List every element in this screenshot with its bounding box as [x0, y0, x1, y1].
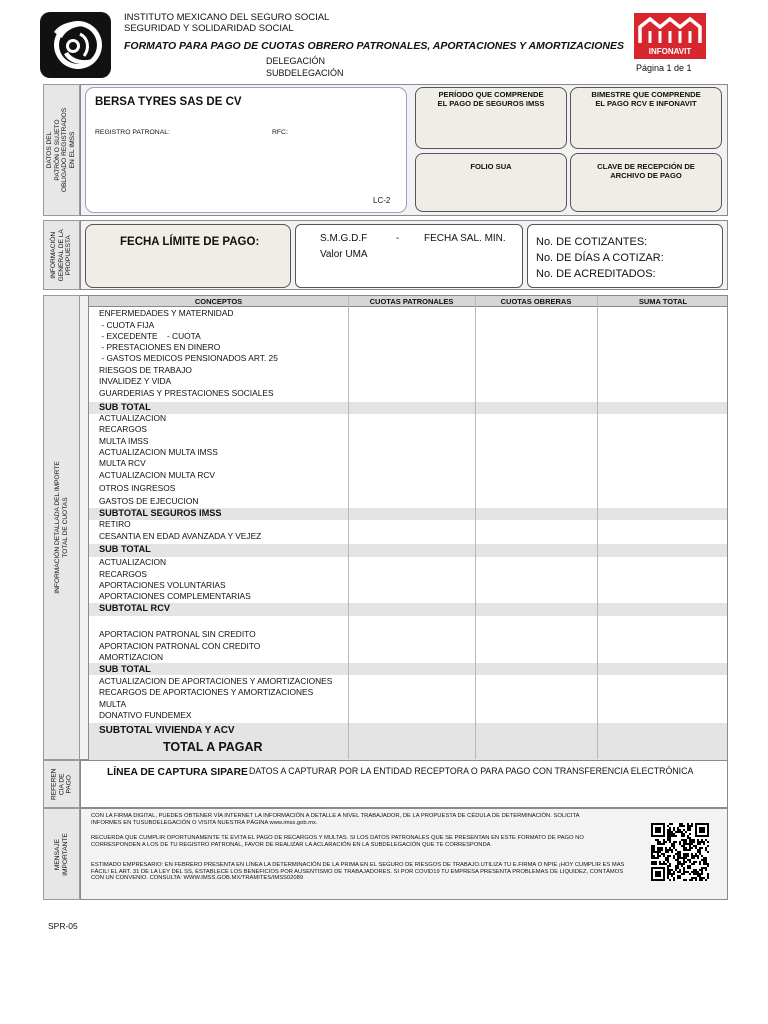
valor-uma-label: Valor UMA: [320, 249, 368, 260]
band-subtotal-1: [89, 402, 727, 414]
row-otros-ingresos: OTROS INGRESOS: [99, 483, 176, 493]
folio-label: FOLIO SUA: [470, 162, 512, 171]
form-title: FORMATO PARA PAGO DE CUOTAS OBRERO PATRONALES, APORTACIONES Y AMORTIZACIONES: [124, 40, 624, 52]
message-paragraph-2: RECUERDA QUE CUMPLIR OPORTUNAMENTE TE EVITA EL PAGO DE RECARGOS Y MULTAS. SI LOS DATOS PATRONALES QUE SE PRESENTAN EN ESTE FORMATO DE PAGO NO CORRESPONDEN A LOS DE TU REGISTRO PATRONAL, FAVOR DE REALIZAR LA ACLARACIÓN EN LA SUBDELEGACIÓN QUE TE CORRESPONDA: [91, 835, 584, 848]
form-footer-code: SPR-05: [48, 921, 78, 931]
message-paragraph-3: ESTIMADO EMPRESARIO: EN FEBRERO PRESENTA EN LÍNEA LA DETERMINACIÓN DE LA PRIMA EN EL SEGURO DE RIESGOS DE TRABAJO.UTILIZA TU E.FIRMA O NPIE ¡HOY CUMPLIR ES MAS FÁCIL! EL ART. 31 DE LA LEY DEL SS, ESTABLECE LOS BENEFICIOS POR AUSENTISMO DE TRABAJADORES. SI POR COVID19 TU EMPRESA PRESENTA PROBLEMAS DE LIQUIDEZ, CONTÁMOS CON UN CONVENIO. CONSULTA: WWW.IMSS.GOB.MX/TRAMITES/IMSS02089: [91, 862, 625, 882]
linea-captura-label: LÍNEA DE CAPTURA SIPARE: [107, 767, 248, 778]
row-subtotal-1: SUB TOTAL: [99, 402, 151, 412]
header-cuotas-patronales: CUOTAS PATRONALES: [369, 297, 454, 306]
delegation-block: [266, 55, 344, 79]
page-indicator: Página 1 de 1: [636, 63, 692, 73]
clave-label: CLAVE DE RECEPCIÓN DE ARCHIVO DE PAGO: [597, 162, 695, 180]
folio-box: [415, 153, 567, 212]
row-subtotal-2: SUB TOTAL: [99, 544, 151, 554]
imss-logo: [40, 12, 111, 78]
row-cesantia: CESANTIA EN EDAD AVANZADA Y VEJEZ: [99, 531, 262, 541]
side-label-employer: DATOS DEL PATRÓN O SUJETO OBLIGADO REGISTRADOS EN EL IMSS: [43, 84, 80, 216]
general-section: [80, 220, 728, 290]
row-actualizacion-multa-imss: ACTUALIZACION MULTA IMSS: [99, 447, 218, 457]
row-aportaciones-complementarias: APORTACIONES COMPLEMENTARIAS: [99, 591, 251, 601]
row-recargos-1: RECARGOS: [99, 424, 147, 434]
row-enfermedades: ENFERMEDADES Y MATERNIDAD: [99, 308, 234, 318]
bimestre-box: [570, 87, 722, 149]
row-subtotal-rcv: SUBTOTAL RCV: [99, 603, 170, 613]
side-label-message: MENSAJE IMPORTANTE: [43, 808, 80, 900]
row-multa: MULTA: [99, 699, 127, 709]
column-divider-3: [597, 296, 598, 759]
institute-line-2: SEGURIDAD Y SOLIDARIDAD SOCIAL: [124, 23, 294, 34]
dias-cotizar-label: No. DE DÍAS A COTIZAR:: [536, 252, 664, 264]
employer-box: [85, 87, 407, 213]
row-multa-rcv: MULTA RCV: [99, 458, 146, 468]
row-donativo-fundemex: DONATIVO FUNDEMEX: [99, 710, 192, 720]
band-subtotal-3: [89, 663, 727, 675]
subdelegacion-label: SUBDELEGACIÓN: [266, 68, 344, 78]
employer-section: [80, 84, 728, 216]
row-invalidez-vida: INVALIDEZ Y VIDA: [99, 376, 172, 386]
row-gastos-ejecucion: GASTOS DE EJECUCION: [99, 496, 199, 506]
row-excedente: - EXCEDENTE - CUOTA: [99, 331, 201, 341]
salary-box: [295, 224, 523, 288]
row-actualizacion-aportaciones: ACTUALIZACION DE APORTACIONES Y AMORTIZACIONES: [99, 676, 333, 686]
row-amortizacion: AMORTIZACION: [99, 652, 164, 662]
fecha-limite-box: [85, 224, 291, 288]
company-name: BERSA TYRES SAS DE CV: [95, 96, 242, 108]
periodo-label: PERÍODO QUE COMPRENDE EL PAGO DE SEGUROS IMSS: [437, 90, 545, 108]
infonavit-logo: [634, 13, 706, 59]
header-cuotas-obreras: CUOTAS OBRERAS: [500, 297, 572, 306]
row-riesgos-trabajo: RIESGOS DE TRABAJO: [99, 365, 192, 375]
row-prestaciones-dinero: - PRESTACIONES EN DINERO: [99, 342, 221, 352]
side-label-reference: REFEREN CIA DE PAGO: [43, 760, 80, 808]
row-aportaciones-voluntarias: APORTACIONES VOLUNTARIAS: [99, 580, 226, 590]
delegacion-label: DELEGACIÓN: [266, 56, 326, 66]
counts-list: [536, 234, 664, 282]
institute-name: [124, 12, 329, 34]
fecha-sal-min-label: FECHA SAL. MIN.: [424, 233, 506, 244]
row-actualizacion-1: ACTUALIZACION: [99, 413, 167, 423]
smgdf-dash: -: [396, 233, 400, 244]
datos-capturar-label: DATOS A CAPTURAR POR LA ENTIDAD RECEPTORA O PARA PAGO CON TRANSFERENCIA ELECTRÓNICA: [249, 766, 694, 776]
row-actualizacion-multa-rcv: ACTUALIZACION MULTA RCV: [99, 470, 216, 480]
rfc-label: RFC:: [272, 129, 288, 136]
concepts-table: [88, 295, 728, 760]
clave-box: [570, 153, 722, 212]
row-subtotal-3: SUB TOTAL: [99, 664, 151, 674]
cotizantes-label: No. DE COTIZANTES:: [536, 236, 648, 248]
infonavit-logo-text: INFONAVIT: [648, 47, 692, 56]
row-retiro: RETIRO: [99, 519, 131, 529]
column-divider-2: [475, 296, 476, 759]
smgdf-label: S.M.G.D.F: [320, 233, 368, 244]
side-label-general: INFORMACIÓN GENERAL DE LA PROPUESTA: [43, 220, 80, 290]
row-cuota-fija: - CUOTA FIJA: [99, 320, 155, 330]
header-conceptos: CONCEPTOS: [194, 297, 243, 306]
institute-line-1: INSTITUTO MEXICANO DEL SEGURO SOCIAL: [124, 12, 330, 23]
row-subtotal-seguros-imss: SUBTOTAL SEGUROS IMSS: [99, 508, 222, 518]
qr-code: [651, 823, 709, 881]
column-divider-1: [348, 296, 349, 759]
row-actualizacion-2: ACTUALIZACION: [99, 557, 167, 567]
band-subtotal-2: [89, 544, 727, 557]
fecha-limite-label: FECHA LÍMITE DE PAGO:: [120, 236, 260, 248]
side-label-detail: INFORMACIÓN DETALLADA DEL IMPORTE TOTAL DE CUOTAS: [43, 295, 80, 760]
row-guarderias: GUARDERIAS Y PRESTACIONES SOCIALES: [99, 388, 274, 398]
row-multa-imss: MULTA IMSS: [99, 436, 149, 446]
row-subtotal-vivienda: SUBTOTAL VIVIENDA Y ACV: [99, 725, 235, 736]
row-recargos-aportaciones: RECARGOS DE APORTACIONES Y AMORTIZACIONES: [99, 687, 314, 697]
row-recargos-2: RECARGOS: [99, 569, 147, 579]
reference-section: [80, 760, 728, 808]
counts-box: [527, 224, 723, 288]
periodo-box: [415, 87, 567, 149]
band-subtotal-rcv: [89, 603, 727, 616]
header-suma-total: SUMA TOTAL: [638, 297, 688, 306]
registro-patronal-label: REGISTRO PATRONAL:: [95, 129, 170, 136]
acreditados-label: No. DE ACREDITADOS:: [536, 268, 656, 280]
row-aportacion-sin-credito: APORTACION PATRONAL SIN CREDITO: [99, 629, 256, 639]
bimestre-label: BIMESTRE QUE COMPRENDE EL PAGO RCV E INFONAVIT: [591, 90, 701, 108]
message-section: [80, 808, 728, 900]
row-total-a-pagar: TOTAL A PAGAR: [163, 740, 263, 754]
form-code: LC-2: [373, 196, 391, 205]
detail-gutter: [80, 295, 88, 760]
row-gastos-medicos: - GASTOS MEDICOS PENSIONADOS ART. 25: [99, 353, 278, 363]
row-aportacion-con-credito: APORTACION PATRONAL CON CREDITO: [99, 641, 261, 651]
message-paragraph-1: CON LA FIRMA DIGITAL, PUEDES OBTENER VÍA INTERNET LA INFORMACIÓN A DETALLE A NIVEL TRABAJADOR, DE LA PROPUESTA DE CÉDULA DE DETERMINACIÓN. SOLICITA INFORMES EN TUSUBDELEGACIÓN O VISITA NUESTRA PÁGINA www.imss.gob.mx.: [91, 813, 580, 826]
